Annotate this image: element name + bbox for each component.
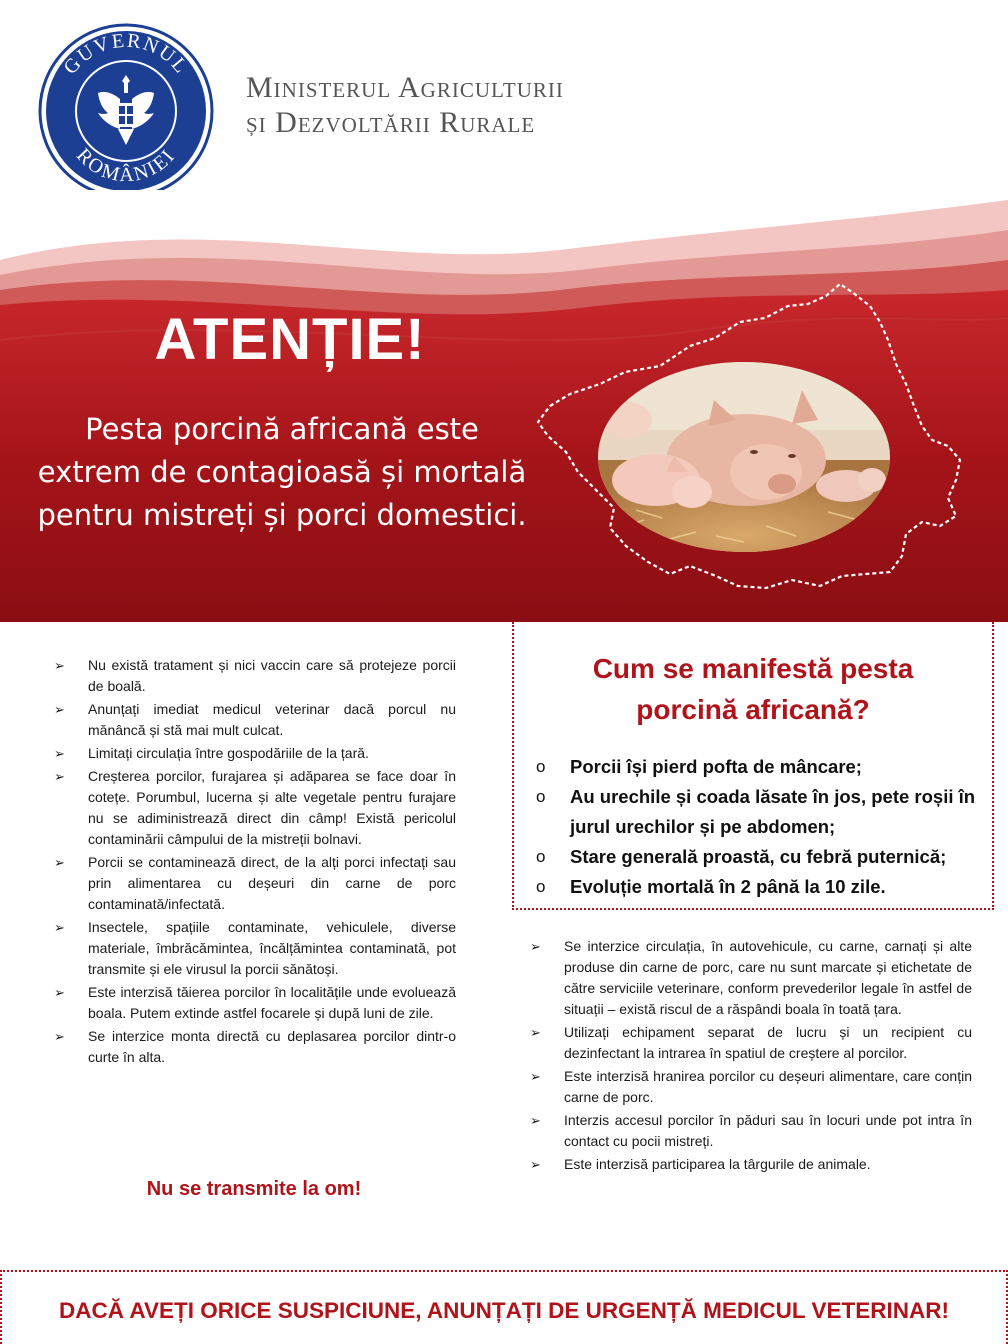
list-item: ➢ Se interzice monta directă cu deplasarea porcilor dintr-o curte în alta. — [54, 1028, 456, 1065]
list-item: ➢ Limitați circulația între gospodăriile de la țară. — [52, 743, 456, 764]
footer-callout — [0, 1270, 1008, 1344]
arrow-bullet-icon: ➢ — [530, 1113, 541, 1128]
arrow-bullet-icon: ➢ — [530, 1025, 541, 1040]
list-item: ➢ Este interzisă hranirea porcilor cu deșeuri alimentare, care conțin carne de porc. — [530, 1068, 972, 1105]
government-seal-logo — [38, 23, 214, 199]
right-bullet-list — [528, 936, 972, 1175]
symptom-item: o Porcii își pierd pofta de mâncare; — [534, 752, 984, 782]
circle-bullet-icon: o — [536, 877, 546, 896]
arrow-bullet-icon: ➢ — [54, 855, 65, 870]
list-item: ➢ Se interzice circulația, în autovehicule, cu carne, carnați și alte produse din carne de porc, care nu sunt marcate și etichetate de către serviciile veterinare, conform prevederilor legale în astfel de situații – există riscul de a răspândi boala în toată țara. — [530, 938, 972, 1017]
arrow-bullet-icon: ➢ — [54, 769, 65, 784]
list-item: ➢ Interzis accesul porcilor în păduri sau în locuri unde pot intra în contact cu pocii mistreți. — [530, 1112, 972, 1149]
list-item: ➢ Creșterea porcilor, furajarea și adăparea se face doar în cotețe. Porumbul, lucerna și alte vegetale pentru furajare nu se adiministrează direct din câmp! Există pericolul contaminării câmpului de la mistreții bolnavi. — [54, 768, 456, 847]
arrow-bullet-icon: ➢ — [54, 746, 65, 761]
alert-banner — [0, 190, 1008, 622]
list-item: ➢ Este interzisă participarea la târgurile de animale. — [528, 1154, 972, 1175]
arrow-bullet-icon: ➢ — [530, 1157, 541, 1172]
subtitle-line-3: pentru mistreți și porci domestici. — [37, 498, 527, 532]
subtitle-line-2: extrem de contagioasă și mortală — [37, 455, 527, 489]
footer-warning: DACĂ AVEȚI ORICE SUSPICIUNE, ANUNȚAȚI DE URGENȚĂ MEDICUL VETERINAR! — [58, 1298, 950, 1323]
list-item: ➢ Nu există tratament și nici vaccin care să protejeze porcii de boală. — [54, 657, 456, 694]
symptoms-title — [514, 648, 992, 730]
symptom-list — [534, 752, 984, 902]
arrow-bullet-icon: ➢ — [54, 920, 65, 935]
subtitle-line-1: Pesta porcină africană este — [85, 412, 479, 446]
list-item: ➢ Insectele, spațiile contaminate, vehiculele, diverse materiale, îmbrăcămintea, încălțămintea contaminată, pot transmite și ele virusul la porcii sănătoși. — [54, 919, 456, 977]
symptom-item: o Au urechile și coada lăsate în jos, pete roșii în jurul urechilor și pe abdomen; — [534, 782, 984, 842]
symptom-item: o Evoluție mortală în 2 până la 10 zile. — [534, 872, 984, 902]
banner-subtitle — [20, 408, 544, 537]
arrow-bullet-icon: ➢ — [54, 1029, 65, 1044]
ministry-name — [246, 70, 564, 140]
list-item: ➢ Utilizați echipament separat de lucru și un recipient cu dezinfectant la intrarea în spatiul de creștere al porcilor. — [530, 1024, 972, 1061]
ministry-line-2: și Dezvoltării Rurale — [246, 106, 536, 139]
left-column — [52, 655, 456, 1070]
symptoms-title-line-1: Cum se manifestă pesta — [592, 653, 914, 684]
list-item: ➢ Anunțați imediat medicul veterinar dacă porcul nu mănâncă și stă mai mult culcat. — [54, 701, 456, 738]
list-item: ➢ Porcii se contaminează direct, de la alți porci infectați sau prin alimentarea cu deșeuri din carne de porc contaminată/infectată. — [54, 854, 456, 912]
symptom-item: o Stare generală proastă, cu febră puternică; — [534, 842, 984, 872]
symptoms-title-line-2: porcină africană? — [636, 694, 870, 725]
ministry-line-1: Ministerul Agriculturii — [246, 71, 564, 104]
banner-title: ATENȚIE! — [154, 307, 426, 372]
arrow-bullet-icon: ➢ — [530, 1069, 541, 1084]
seal-text-top: GUVERNUL — [59, 29, 193, 79]
circle-bullet-icon: o — [536, 757, 546, 776]
right-column — [528, 936, 972, 1177]
symptoms-box — [512, 622, 994, 910]
seal-text-bottom: ROMÂNIEI — [72, 144, 180, 187]
left-bullet-list — [52, 655, 456, 1068]
arrow-bullet-icon: ➢ — [54, 985, 65, 1000]
not-transmitted-to-humans-note: Nu se transmite la om! — [146, 1178, 362, 1200]
pigs-photo — [596, 360, 892, 554]
arrow-bullet-icon: ➢ — [530, 939, 541, 954]
circle-bullet-icon: o — [536, 787, 546, 806]
arrow-bullet-icon: ➢ — [54, 702, 65, 717]
arrow-bullet-icon: ➢ — [54, 658, 65, 673]
header — [0, 0, 1008, 200]
list-item: ➢ Este interzisă tăierea porcilor în localitățile unde evoluează boala. Putem extinde astfel focarele și după luni de zile. — [54, 984, 456, 1021]
circle-bullet-icon: o — [536, 847, 546, 866]
